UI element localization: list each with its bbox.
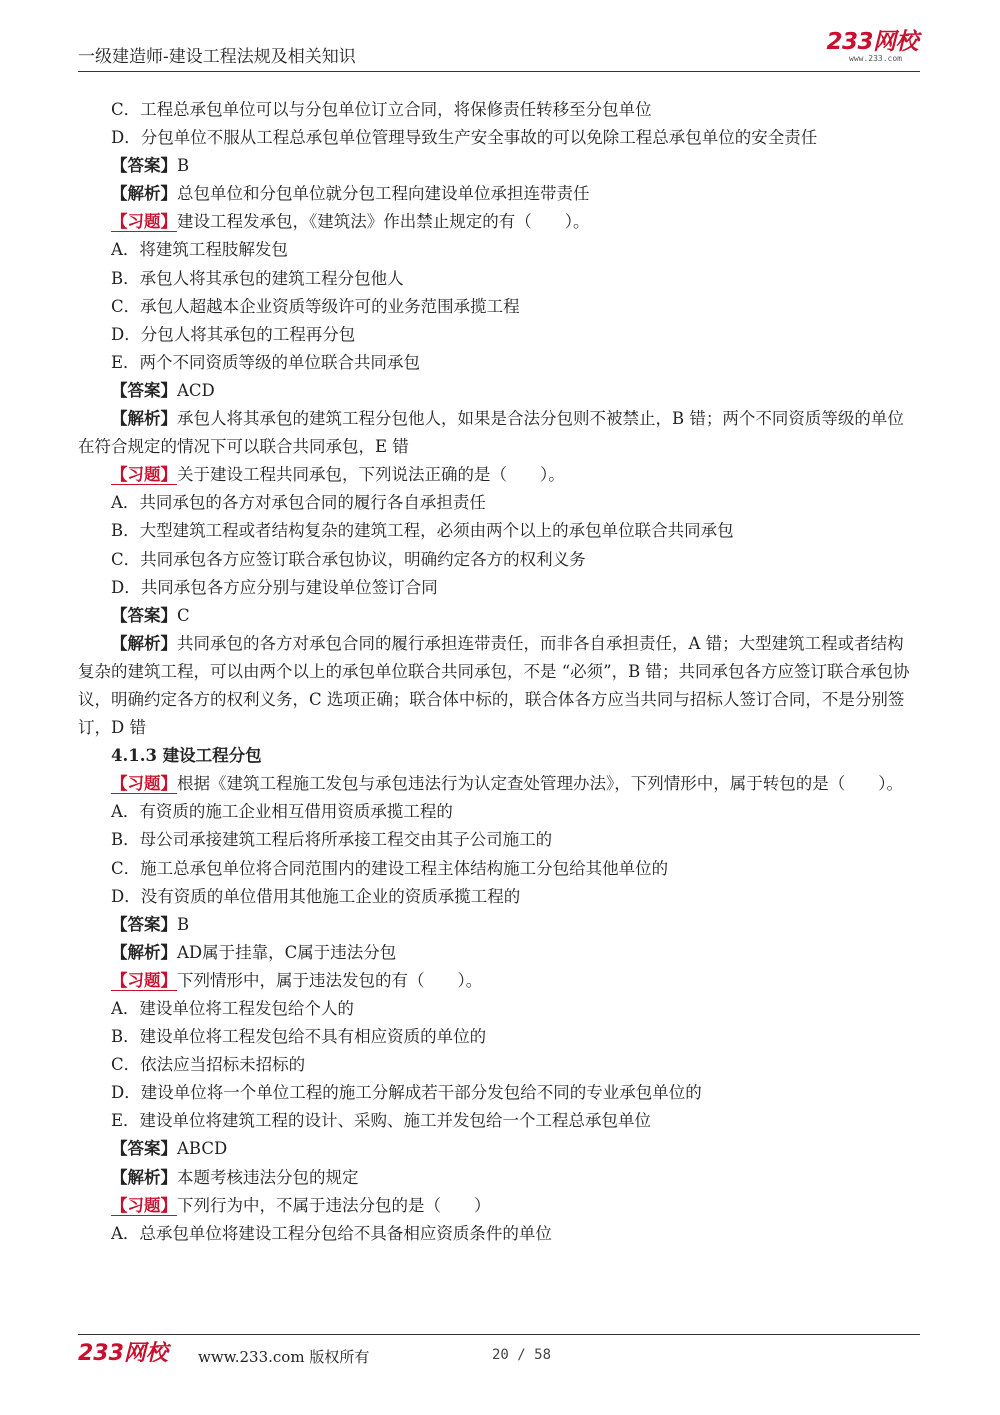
answer-line: [78, 377, 920, 405]
analysis-line: [78, 1164, 920, 1192]
option-line: C．共同承包各方应签订联合承包协议，明确约定各方的权利义务: [111, 549, 586, 569]
option-line: A．有资质的施工企业相互借用资质承揽工程的: [111, 802, 453, 822]
answer-label: 【答案】: [111, 380, 177, 400]
analysis-line: [78, 405, 920, 461]
header-divider: [78, 71, 920, 72]
option-line: D．分包单位不服从工程总承包单位管理导致生产安全事故的可以免除工程总承包单位的安全责任: [111, 128, 818, 148]
exercise-label: 【习题】: [111, 465, 177, 485]
exercise-label: 【习题】: [111, 212, 177, 232]
analysis-line: [78, 180, 920, 208]
answer-label: 【答案】: [111, 156, 177, 176]
question-line: [78, 770, 920, 798]
section-heading: 4.1.3 建设工程分包: [111, 746, 262, 766]
question-line: [78, 461, 920, 489]
option-line: A．将建筑工程肢解发包: [111, 240, 288, 260]
analysis-text: 总包单位和分包单位就分包工程向建设单位承担连带责任: [177, 184, 590, 204]
question-line: [78, 208, 920, 236]
question-line: [78, 967, 920, 995]
analysis-label: 【解析】: [111, 633, 177, 653]
option-line: C．工程总承包单位可以与分包单位订立合同，将保修责任转移至分包单位: [111, 100, 652, 119]
analysis-label: 【解析】: [111, 184, 177, 204]
analysis-label: 【解析】: [111, 409, 177, 429]
option-line: D．共同承包各方应分别与建设单位签订合同: [111, 577, 438, 597]
analysis-line: [78, 939, 920, 967]
answer-label: 【答案】: [111, 605, 177, 625]
analysis-text: 承包人将其承包的建筑工程分包他人，如果是合法分包则不被禁止，B 错；两个不同资质等级的单位在符合规定的情况下可以联合共同承包，E 错: [78, 409, 904, 457]
option-line: B．母公司承接建筑工程后将所承接工程交由其子公司施工的: [111, 830, 553, 850]
logo-text: 233网校: [826, 29, 918, 55]
answer-value: ACD: [177, 380, 215, 400]
answer-value: B: [177, 914, 190, 934]
option-line: C．承包人超越本企业资质等级许可的业务范围承揽工程: [111, 296, 520, 316]
analysis-text: 共同承包的各方对承包合同的履行承担连带责任，而非各自承担责任，A 错；大型建筑工程或者结构复杂的建筑工程，可以由两个以上的承包单位联合共同承包，不是 “必须”，B 错；共同承包各方应签订联合承包协议，明确约定各方的权利义务，C 选项正确；联合体中标的，联合体各方应当共同与招标人签订合同，不是分别签订，D 错: [78, 633, 910, 738]
answer-value: B: [177, 156, 190, 176]
analysis-label: 【解析】: [111, 942, 177, 962]
question-text: 下列情形中，属于违法发包的有（ ）。: [177, 970, 483, 990]
answer-value: C: [177, 605, 190, 625]
answer-value: ABCD: [177, 1139, 228, 1159]
option-line: D．没有资质的单位借用其他施工企业的资质承揽工程的: [111, 886, 521, 906]
option-line: D．分包人将其承包的工程再分包: [111, 324, 356, 344]
option-line: E．建设单位将建筑工程的设计、采购、施工并发包给一个工程总承包单位: [111, 1111, 652, 1131]
page-footer: [78, 1341, 920, 1371]
answer-label: 【答案】: [111, 1139, 177, 1159]
option-line: C．依法应当招标未招标的: [111, 1055, 306, 1075]
question-text: 建设工程发承包，《建筑法》作出禁止规定的有（ ）。: [177, 212, 590, 232]
page-number: 20 / 58: [492, 1347, 552, 1363]
option-line: A．建设单位将工程发包给个人的: [111, 999, 354, 1018]
question-text: 下列行为中，不属于违法分包的是（ ）: [177, 1195, 491, 1215]
option-line: A．共同承包的各方对承包合同的履行各自承担责任: [111, 493, 486, 513]
footer-copyright: www.233.com 版权所有: [198, 1348, 370, 1366]
option-line: B．大型建筑工程或者结构复杂的建筑工程，必须由两个以上的承包单位联合共同承包: [111, 521, 734, 541]
analysis-label: 【解析】: [111, 1167, 177, 1187]
answer-line: [78, 602, 920, 630]
option-line: B．承包人将其承包的建筑工程分包他人: [111, 268, 404, 288]
page-header: [78, 30, 918, 76]
option-line: E．两个不同资质等级的单位联合共同承包: [111, 352, 421, 372]
question-text: 根据《建筑工程施工发包与承包违法行为认定查处管理办法》，下列情形中，属于转包的是（ ）。: [177, 774, 903, 794]
answer-line: [78, 911, 920, 939]
document-title: 一级建造师-建设工程法规及相关知识: [78, 47, 356, 67]
brand-logo: [826, 30, 918, 64]
document-body: [78, 96, 920, 1248]
question-text: 关于建设工程共同承包，下列说法正确的是（ ）。: [177, 465, 565, 485]
footer-logo: 233网校: [78, 1341, 168, 1366]
exercise-label: 【习题】: [111, 1195, 177, 1215]
exercise-label: 【习题】: [111, 774, 177, 794]
option-line: D．建设单位将一个单位工程的施工分解成若干部分发包给不同的专业承包单位的: [111, 1083, 702, 1103]
footer-divider: [78, 1334, 920, 1335]
answer-line: [78, 152, 920, 180]
question-line: [78, 1192, 920, 1220]
answer-label: 【答案】: [111, 914, 177, 934]
exercise-label: 【习题】: [111, 970, 177, 990]
analysis-line: [78, 630, 920, 742]
analysis-text: AD属于挂靠，C属于违法分包: [177, 942, 397, 962]
option-line: C．施工总承包单位将合同范围内的建设工程主体结构施工分包给其他单位的: [111, 858, 669, 878]
logo-url: www.233.com: [849, 54, 902, 63]
answer-line: [78, 1135, 920, 1163]
option-line: B．建设单位将工程发包给不具有相应资质的单位的: [111, 1027, 487, 1047]
option-line: A．总承包单位将建设工程分包给不具备相应资质条件的单位: [111, 1223, 552, 1243]
analysis-text: 本题考核违法分包的规定: [177, 1167, 359, 1187]
